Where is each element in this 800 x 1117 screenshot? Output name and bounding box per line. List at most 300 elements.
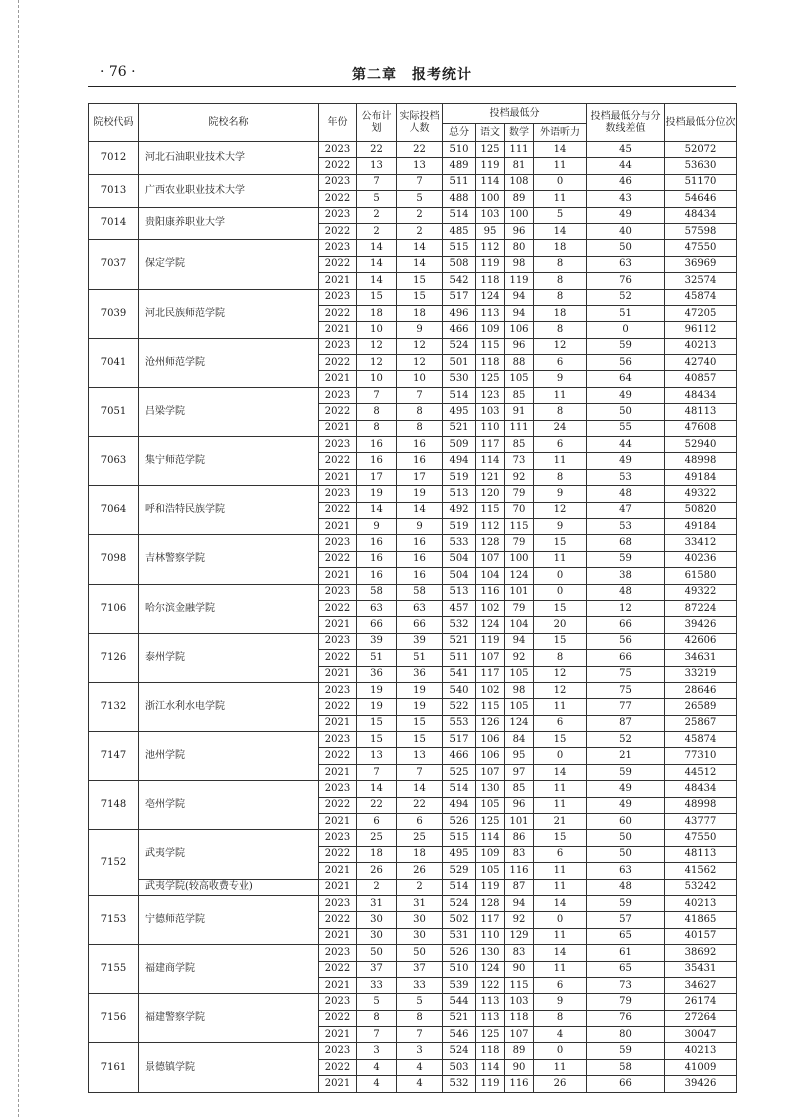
cell-plan: 15 <box>357 732 397 748</box>
cell-rank: 36969 <box>665 256 737 272</box>
cell-year: 2023 <box>319 945 357 961</box>
cell-year: 2023 <box>319 289 357 305</box>
cell-total: 492 <box>443 502 476 518</box>
cell-diff: 76 <box>587 273 665 289</box>
cell-math: 101 <box>505 814 534 830</box>
cell-math: 107 <box>505 1027 534 1043</box>
table-row <box>89 437 737 453</box>
cell-diff: 58 <box>587 1059 665 1075</box>
cell-total: 524 <box>443 1043 476 1059</box>
cell-chinese: 130 <box>476 781 505 797</box>
cell-year: 2021 <box>319 1076 357 1092</box>
cell-diff: 56 <box>587 355 665 371</box>
cell-chinese: 125 <box>476 814 505 830</box>
cell-year: 2021 <box>319 764 357 780</box>
cell-math: 91 <box>505 404 534 420</box>
cell-year: 2021 <box>319 371 357 387</box>
cell-foreign: 24 <box>534 420 587 436</box>
school-name: 浙江水利水电学院 <box>139 682 319 731</box>
cell-foreign: 15 <box>534 830 587 846</box>
cell-rank: 57598 <box>665 223 737 239</box>
cell-diff: 59 <box>587 895 665 911</box>
cell-diff: 47 <box>587 502 665 518</box>
cell-total: 510 <box>443 142 476 158</box>
cell-plan: 14 <box>357 256 397 272</box>
cell-admitted: 15 <box>397 289 443 305</box>
cell-diff: 63 <box>587 863 665 879</box>
cell-plan: 4 <box>357 1059 397 1075</box>
cell-total: 525 <box>443 764 476 780</box>
cell-plan: 15 <box>357 289 397 305</box>
cell-foreign: 9 <box>534 486 587 502</box>
table-row <box>89 633 737 649</box>
cell-admitted: 14 <box>397 502 443 518</box>
school-code: 7013 <box>89 174 139 207</box>
cell-chinese: 118 <box>476 273 505 289</box>
cell-admitted: 8 <box>397 420 443 436</box>
cell-total: 513 <box>443 584 476 600</box>
cell-chinese: 125 <box>476 1027 505 1043</box>
cell-diff: 38 <box>587 568 665 584</box>
header-math: 数学 <box>505 124 534 142</box>
cell-foreign: 14 <box>534 945 587 961</box>
cell-rank: 53630 <box>665 158 737 174</box>
cell-total: 514 <box>443 387 476 403</box>
cell-plan: 7 <box>357 1027 397 1043</box>
cell-chinese: 109 <box>476 322 505 338</box>
cell-math: 89 <box>505 191 534 207</box>
cell-admitted: 63 <box>397 600 443 616</box>
cell-total: 457 <box>443 600 476 616</box>
cell-year: 2022 <box>319 1059 357 1075</box>
cell-plan: 14 <box>357 273 397 289</box>
cell-rank: 50820 <box>665 502 737 518</box>
cell-year: 2023 <box>319 682 357 698</box>
table-row <box>89 207 737 223</box>
cell-year: 2022 <box>319 355 357 371</box>
cell-diff: 50 <box>587 846 665 862</box>
cell-rank: 52940 <box>665 437 737 453</box>
cell-rank: 26174 <box>665 994 737 1010</box>
cell-math: 81 <box>505 158 534 174</box>
cell-chinese: 103 <box>476 207 505 223</box>
cell-diff: 49 <box>587 207 665 223</box>
cell-diff: 64 <box>587 371 665 387</box>
cell-admitted: 50 <box>397 945 443 961</box>
cell-chinese: 113 <box>476 994 505 1010</box>
cell-chinese: 105 <box>476 863 505 879</box>
cell-rank: 40857 <box>665 371 737 387</box>
cell-rank: 25867 <box>665 715 737 731</box>
cell-chinese: 114 <box>476 830 505 846</box>
cell-total: 517 <box>443 289 476 305</box>
cell-admitted: 30 <box>397 912 443 928</box>
school-code: 7106 <box>89 584 139 633</box>
cell-foreign: 8 <box>534 289 587 305</box>
cell-diff: 61 <box>587 945 665 961</box>
cell-admitted: 9 <box>397 322 443 338</box>
cell-admitted: 25 <box>397 830 443 846</box>
cell-admitted: 58 <box>397 584 443 600</box>
cell-total: 519 <box>443 518 476 534</box>
cell-admitted: 22 <box>397 142 443 158</box>
cell-total: 488 <box>443 191 476 207</box>
cell-rank: 30047 <box>665 1027 737 1043</box>
cell-total: 504 <box>443 551 476 567</box>
cell-year: 2021 <box>319 666 357 682</box>
cell-diff: 59 <box>587 338 665 354</box>
cell-chinese: 112 <box>476 518 505 534</box>
header-diff: 投档最低分与分数线差值 <box>587 104 665 142</box>
cell-chinese: 105 <box>476 797 505 813</box>
cell-foreign: 11 <box>534 158 587 174</box>
cell-rank: 40213 <box>665 1043 737 1059</box>
school-name: 河北石油职业技术大学 <box>139 142 319 175</box>
school-code: 7098 <box>89 535 139 584</box>
table-row <box>89 584 737 600</box>
header-total: 总分 <box>443 124 476 142</box>
cell-diff: 48 <box>587 584 665 600</box>
cell-total: 503 <box>443 1059 476 1075</box>
cell-diff: 66 <box>587 650 665 666</box>
cell-rank: 42740 <box>665 355 737 371</box>
cell-plan: 58 <box>357 584 397 600</box>
cell-admitted: 36 <box>397 666 443 682</box>
cell-chinese: 119 <box>476 158 505 174</box>
cell-total: 540 <box>443 682 476 698</box>
cell-total: 539 <box>443 977 476 993</box>
cell-admitted: 14 <box>397 240 443 256</box>
cell-rank: 40213 <box>665 338 737 354</box>
cell-foreign: 14 <box>534 223 587 239</box>
cell-foreign: 11 <box>534 387 587 403</box>
cell-admitted: 13 <box>397 748 443 764</box>
table-row <box>89 994 737 1010</box>
cell-plan: 12 <box>357 338 397 354</box>
cell-diff: 12 <box>587 600 665 616</box>
cell-admitted: 7 <box>397 764 443 780</box>
cell-math: 98 <box>505 682 534 698</box>
cell-chinese: 130 <box>476 945 505 961</box>
cell-rank: 40213 <box>665 895 737 911</box>
cell-chinese: 119 <box>476 256 505 272</box>
binding-margin-line <box>18 0 19 1117</box>
cell-math: 129 <box>505 928 534 944</box>
school-code: 7148 <box>89 781 139 830</box>
cell-foreign: 14 <box>534 764 587 780</box>
cell-diff: 77 <box>587 699 665 715</box>
cell-chinese: 114 <box>476 453 505 469</box>
cell-foreign: 9 <box>534 371 587 387</box>
cell-year: 2022 <box>319 961 357 977</box>
cell-plan: 7 <box>357 174 397 190</box>
cell-plan: 25 <box>357 830 397 846</box>
cell-math: 108 <box>505 174 534 190</box>
cell-plan: 51 <box>357 650 397 666</box>
cell-rank: 45874 <box>665 289 737 305</box>
cell-admitted: 37 <box>397 961 443 977</box>
cell-foreign: 26 <box>534 1076 587 1092</box>
cell-math: 118 <box>505 1010 534 1026</box>
cell-chinese: 107 <box>476 650 505 666</box>
cell-plan: 4 <box>357 1076 397 1092</box>
cell-diff: 53 <box>587 469 665 485</box>
cell-plan: 7 <box>357 764 397 780</box>
cell-plan: 16 <box>357 437 397 453</box>
cell-year: 2023 <box>319 207 357 223</box>
cell-plan: 15 <box>357 715 397 731</box>
cell-rank: 34627 <box>665 977 737 993</box>
cell-year: 2022 <box>319 305 357 321</box>
school-code: 7014 <box>89 207 139 240</box>
cell-foreign: 11 <box>534 961 587 977</box>
school-code: 7037 <box>89 240 139 289</box>
school-code: 7147 <box>89 732 139 781</box>
cell-foreign: 8 <box>534 1010 587 1026</box>
cell-foreign: 4 <box>534 1027 587 1043</box>
cell-chinese: 123 <box>476 387 505 403</box>
cell-foreign: 6 <box>534 846 587 862</box>
cell-admitted: 5 <box>397 191 443 207</box>
cell-admitted: 9 <box>397 518 443 534</box>
cell-year: 2023 <box>319 240 357 256</box>
cell-year: 2021 <box>319 814 357 830</box>
cell-rank: 53242 <box>665 879 737 895</box>
cell-year: 2022 <box>319 797 357 813</box>
cell-math: 105 <box>505 699 534 715</box>
cell-chinese: 110 <box>476 420 505 436</box>
page-header <box>88 62 736 84</box>
cell-math: 70 <box>505 502 534 518</box>
cell-math: 94 <box>505 305 534 321</box>
cell-total: 522 <box>443 699 476 715</box>
cell-year: 2023 <box>319 338 357 354</box>
cell-math: 87 <box>505 879 534 895</box>
table-header <box>89 104 737 142</box>
cell-diff: 40 <box>587 223 665 239</box>
cell-plan: 33 <box>357 977 397 993</box>
header-code: 院校代码 <box>89 104 139 142</box>
cell-rank: 48434 <box>665 387 737 403</box>
cell-admitted: 18 <box>397 305 443 321</box>
cell-foreign: 6 <box>534 355 587 371</box>
header-plan: 公布计划 <box>357 104 397 142</box>
cell-year: 2022 <box>319 453 357 469</box>
cell-math: 96 <box>505 338 534 354</box>
cell-math: 84 <box>505 732 534 748</box>
cell-math: 106 <box>505 322 534 338</box>
cell-math: 92 <box>505 912 534 928</box>
cell-math: 111 <box>505 420 534 436</box>
cell-total: 509 <box>443 437 476 453</box>
cell-foreign: 11 <box>534 863 587 879</box>
cell-chinese: 104 <box>476 568 505 584</box>
cell-chinese: 95 <box>476 223 505 239</box>
table-row <box>89 338 737 354</box>
cell-diff: 49 <box>587 453 665 469</box>
cell-chinese: 125 <box>476 371 505 387</box>
cell-rank: 34631 <box>665 650 737 666</box>
cell-math: 90 <box>505 1059 534 1075</box>
cell-diff: 60 <box>587 814 665 830</box>
cell-admitted: 17 <box>397 469 443 485</box>
cell-math: 116 <box>505 1076 534 1092</box>
cell-chinese: 117 <box>476 437 505 453</box>
cell-rank: 27264 <box>665 1010 737 1026</box>
cell-chinese: 124 <box>476 961 505 977</box>
cell-foreign: 8 <box>534 469 587 485</box>
header-name: 院校名称 <box>139 104 319 142</box>
cell-diff: 59 <box>587 1043 665 1059</box>
cell-total: 514 <box>443 879 476 895</box>
cell-year: 2021 <box>319 977 357 993</box>
cell-year: 2023 <box>319 633 357 649</box>
cell-total: 494 <box>443 453 476 469</box>
cell-chinese: 119 <box>476 879 505 895</box>
cell-math: 79 <box>505 486 534 502</box>
cell-rank: 49322 <box>665 486 737 502</box>
cell-year: 2022 <box>319 699 357 715</box>
cell-diff: 75 <box>587 666 665 682</box>
cell-admitted: 16 <box>397 453 443 469</box>
cell-admitted: 19 <box>397 486 443 502</box>
cell-plan: 3 <box>357 1043 397 1059</box>
cell-year: 2022 <box>319 223 357 239</box>
cell-total: 494 <box>443 797 476 813</box>
school-code: 7063 <box>89 437 139 486</box>
table-row <box>89 830 737 846</box>
cell-math: 90 <box>505 961 534 977</box>
school-name: 集宁师范学院 <box>139 437 319 486</box>
cell-chinese: 102 <box>476 600 505 616</box>
cell-math: 85 <box>505 781 534 797</box>
cell-math: 124 <box>505 568 534 584</box>
cell-plan: 36 <box>357 666 397 682</box>
cell-total: 542 <box>443 273 476 289</box>
cell-chinese: 118 <box>476 1043 505 1059</box>
school-name: 广西农业职业技术大学 <box>139 174 319 207</box>
school-name: 池州学院 <box>139 732 319 781</box>
cell-plan: 5 <box>357 191 397 207</box>
school-name: 武夷学院 <box>139 830 319 879</box>
admission-stats-table <box>88 103 737 1093</box>
cell-math: 88 <box>505 355 534 371</box>
cell-diff: 48 <box>587 486 665 502</box>
cell-diff: 57 <box>587 912 665 928</box>
cell-chinese: 107 <box>476 764 505 780</box>
cell-chinese: 114 <box>476 1059 505 1075</box>
cell-year: 2022 <box>319 158 357 174</box>
cell-foreign: 0 <box>534 174 587 190</box>
cell-total: 495 <box>443 404 476 420</box>
cell-math: 85 <box>505 437 534 453</box>
cell-admitted: 8 <box>397 404 443 420</box>
cell-plan: 14 <box>357 240 397 256</box>
cell-math: 95 <box>505 748 534 764</box>
cell-chinese: 128 <box>476 535 505 551</box>
cell-total: 495 <box>443 846 476 862</box>
cell-total: 519 <box>443 469 476 485</box>
cell-diff: 59 <box>587 764 665 780</box>
cell-plan: 14 <box>357 502 397 518</box>
cell-total: 544 <box>443 994 476 1010</box>
cell-foreign: 0 <box>534 912 587 928</box>
cell-plan: 7 <box>357 387 397 403</box>
cell-plan: 2 <box>357 879 397 895</box>
school-name: 呼和浩特民族学院 <box>139 486 319 535</box>
cell-chinese: 109 <box>476 846 505 862</box>
cell-plan: 12 <box>357 355 397 371</box>
cell-plan: 2 <box>357 207 397 223</box>
cell-math: 116 <box>505 863 534 879</box>
cell-chinese: 128 <box>476 895 505 911</box>
cell-total: 508 <box>443 256 476 272</box>
cell-diff: 50 <box>587 404 665 420</box>
cell-year: 2022 <box>319 912 357 928</box>
cell-diff: 44 <box>587 158 665 174</box>
cell-diff: 46 <box>587 174 665 190</box>
cell-year: 2022 <box>319 404 357 420</box>
cell-rank: 35431 <box>665 961 737 977</box>
cell-foreign: 6 <box>534 715 587 731</box>
cell-math: 101 <box>505 584 534 600</box>
cell-rank: 52072 <box>665 142 737 158</box>
cell-foreign: 0 <box>534 584 587 600</box>
cell-diff: 43 <box>587 191 665 207</box>
table-row <box>89 486 737 502</box>
cell-plan: 8 <box>357 404 397 420</box>
cell-math: 92 <box>505 650 534 666</box>
cell-admitted: 15 <box>397 732 443 748</box>
cell-chinese: 115 <box>476 699 505 715</box>
cell-plan: 16 <box>357 535 397 551</box>
cell-plan: 63 <box>357 600 397 616</box>
cell-foreign: 0 <box>534 748 587 764</box>
cell-math: 83 <box>505 846 534 862</box>
table-row <box>89 781 737 797</box>
cell-rank: 39426 <box>665 617 737 633</box>
cell-total: 514 <box>443 207 476 223</box>
cell-year: 2023 <box>319 535 357 551</box>
table-row <box>89 174 737 190</box>
cell-math: 92 <box>505 469 534 485</box>
cell-plan: 31 <box>357 895 397 911</box>
cell-rank: 48434 <box>665 781 737 797</box>
cell-foreign: 14 <box>534 142 587 158</box>
cell-admitted: 7 <box>397 1027 443 1043</box>
cell-admitted: 2 <box>397 223 443 239</box>
cell-total: 531 <box>443 928 476 944</box>
cell-diff: 79 <box>587 994 665 1010</box>
cell-foreign: 11 <box>534 781 587 797</box>
cell-total: 501 <box>443 355 476 371</box>
cell-foreign: 8 <box>534 404 587 420</box>
cell-admitted: 31 <box>397 895 443 911</box>
cell-foreign: 11 <box>534 191 587 207</box>
header-foreign: 外语听力 <box>534 124 587 142</box>
school-name: 宁德师范学院 <box>139 895 319 944</box>
cell-admitted: 8 <box>397 1010 443 1026</box>
cell-diff: 50 <box>587 240 665 256</box>
cell-chinese: 102 <box>476 682 505 698</box>
cell-math: 94 <box>505 895 534 911</box>
cell-chinese: 103 <box>476 404 505 420</box>
cell-diff: 73 <box>587 977 665 993</box>
cell-foreign: 15 <box>534 732 587 748</box>
cell-plan: 18 <box>357 305 397 321</box>
table-row <box>89 682 737 698</box>
cell-total: 526 <box>443 814 476 830</box>
